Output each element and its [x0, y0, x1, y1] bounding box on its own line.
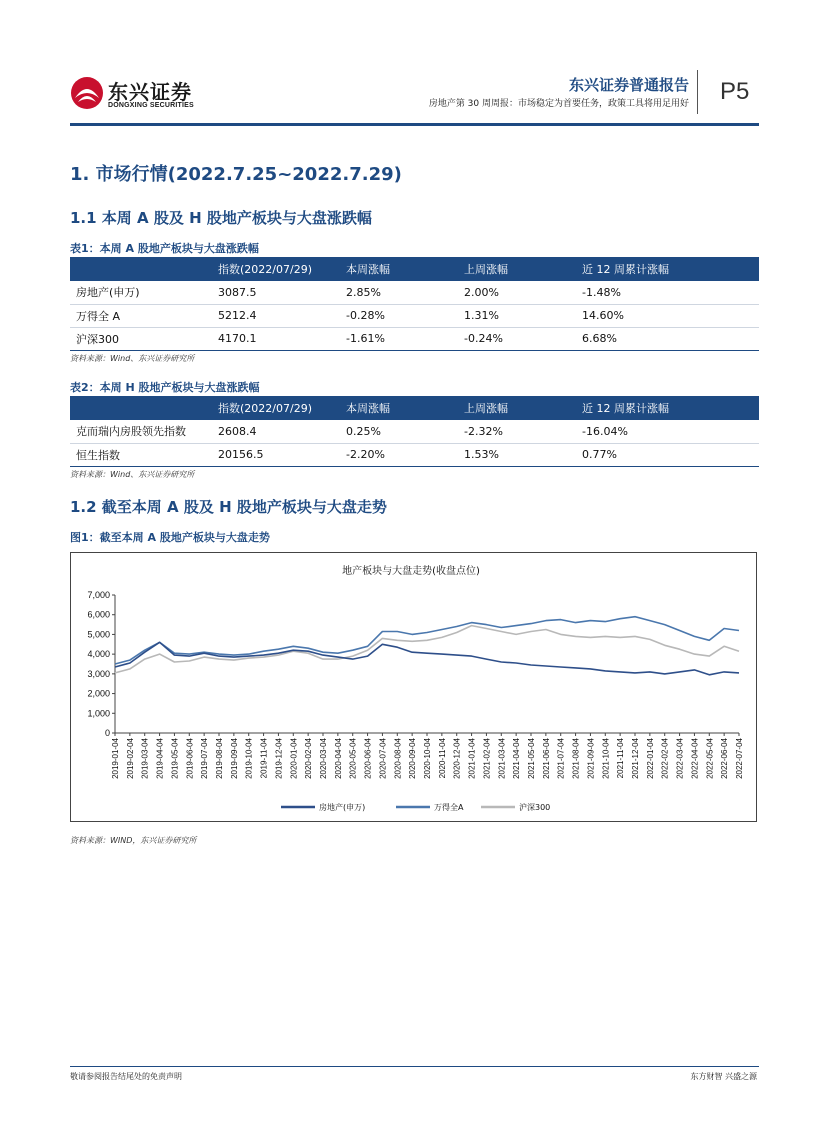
x-tick-label: 2022-03-04: [675, 738, 685, 779]
subsection-title-1-1: 1.1 本周 A 股及 H 股地产板块与大盘涨跌幅: [70, 209, 372, 227]
table-cell: 沪深300: [70, 327, 212, 350]
header-rule: [70, 123, 759, 126]
y-axis: [87, 590, 115, 738]
x-tick-label: 2020-04-04: [333, 738, 343, 779]
chart-legend: [281, 802, 550, 812]
y-tick-label: 1,000: [87, 708, 110, 719]
x-tick-label: 2022-06-04: [720, 738, 730, 779]
x-tick-label: 2020-12-04: [452, 738, 462, 779]
table-cell: 20156.5: [212, 443, 340, 466]
table-cell: 2.00%: [458, 281, 576, 304]
table-cell: -2.32%: [458, 420, 576, 443]
table-cell: 14.60%: [576, 304, 759, 327]
table1-header-cell: 指数(2022/07/29): [212, 257, 340, 281]
x-tick-label: 2019-07-04: [200, 738, 210, 779]
x-tick-label: 2022-07-04: [735, 738, 744, 779]
table2-header-cell: 上周涨幅: [458, 396, 576, 420]
y-tick-label: 4,000: [87, 649, 110, 660]
section-title: 1. 市场行情(2022.7.25~2022.7.29): [70, 164, 402, 185]
x-tick-label: 2021-05-04: [527, 738, 536, 779]
header-divider: [697, 70, 698, 114]
y-tick-label: 5,000: [87, 629, 110, 640]
table-cell: 4170.1: [212, 327, 340, 350]
table1-caption: 表1：本周 A 股地产板块与大盘涨跌幅: [70, 242, 259, 255]
table-row: [70, 281, 759, 304]
x-tick-label: 2021-04-04: [512, 738, 522, 779]
x-tick-label: 2021-09-04: [586, 738, 596, 779]
table1-header-cell: 上周涨幅: [458, 257, 576, 281]
table-cell: 房地产(申万): [70, 281, 212, 304]
table-cell: 0.25%: [340, 420, 458, 443]
x-axis: [111, 733, 744, 779]
y-tick-label: 6,000: [87, 609, 110, 620]
x-tick-label: 2020-10-04: [423, 738, 432, 779]
chart-title: 地产板块与大盘走势(收盘点位): [342, 566, 480, 577]
y-tick-label: 3,000: [87, 668, 110, 679]
x-tick-label: 2020-07-04: [378, 738, 388, 779]
table-cell: 2.85%: [340, 281, 458, 304]
x-tick-label: 2020-02-04: [304, 738, 314, 779]
table2: [70, 396, 759, 467]
x-tick-label: 2020-01-04: [289, 738, 299, 779]
table2-header-cell: 指数(2022/07/29): [212, 396, 340, 420]
figure1-caption: 图1：截至本周 A 股地产板块与大盘走势: [70, 531, 270, 544]
x-tick-label: 2022-04-04: [690, 738, 700, 779]
x-tick-label: 2021-07-04: [556, 738, 566, 779]
x-tick-label: 2019-12-04: [274, 738, 284, 779]
table-cell: -2.20%: [340, 443, 458, 466]
x-tick-label: 2019-02-04: [125, 738, 135, 779]
figure1-source: 资料来源：WIND，东兴证券研究所: [70, 836, 197, 845]
chart-frame: [70, 552, 757, 822]
table2-caption: 表2：本周 H 股地产板块与大盘涨跌幅: [70, 381, 260, 394]
x-tick-label: 2019-08-04: [215, 738, 224, 779]
legend-label: 沪深300: [519, 803, 551, 812]
table-cell: -1.61%: [340, 327, 458, 350]
y-tick-label: 0: [104, 728, 110, 738]
table-cell: 万得全 A: [70, 304, 212, 327]
footer-rule: [70, 1066, 759, 1067]
x-tick-label: 2022-01-04: [645, 738, 655, 779]
x-tick-label: 2021-01-04: [467, 738, 477, 779]
table-cell: -16.04%: [576, 420, 759, 443]
x-tick-label: 2021-11-04: [616, 738, 626, 779]
table-cell: 恒生指数: [70, 443, 212, 466]
y-tick-label: 2,000: [87, 688, 110, 699]
table-cell: -1.48%: [576, 281, 759, 304]
company-logo: [70, 74, 210, 116]
x-tick-label: 2020-03-04: [319, 738, 328, 779]
table-cell: 6.68%: [576, 327, 759, 350]
x-tick-label: 2020-11-04: [437, 738, 447, 779]
x-tick-label: 2019-10-04: [244, 738, 254, 779]
x-tick-label: 2019-09-04: [229, 738, 239, 779]
footer-disclaimer: 敬请参阅报告结尾处的免责声明: [70, 1072, 182, 1081]
x-tick-label: 2022-05-04: [705, 738, 715, 779]
x-tick-label: 2020-08-04: [393, 738, 403, 779]
table-cell: -0.24%: [458, 327, 576, 350]
table1-header-cell: [70, 257, 212, 281]
x-tick-label: 2021-08-04: [571, 738, 581, 779]
table2-source: 资料来源：Wind、东兴证券研究所: [70, 470, 195, 479]
y-tick-label: 7,000: [87, 590, 110, 600]
table-cell: 1.31%: [458, 304, 576, 327]
x-tick-label: 2021-12-04: [631, 738, 640, 779]
logo-text-cn: 东兴证券: [108, 80, 192, 104]
table-row: [70, 327, 759, 350]
line-chart: [71, 553, 758, 823]
table-cell: 2608.4: [212, 420, 340, 443]
x-tick-label: 2019-05-04: [170, 738, 180, 779]
subsection-title-1-2: 1.2 截至本周 A 股及 H 股地产板块与大盘走势: [70, 498, 387, 516]
table1-source: 资料来源：Wind、东兴证券研究所: [70, 354, 195, 363]
x-tick-label: 2021-03-04: [497, 738, 507, 779]
x-tick-label: 2021-06-04: [541, 738, 551, 779]
x-tick-label: 2021-02-04: [482, 738, 492, 779]
table-cell: -0.28%: [340, 304, 458, 327]
table1-header-cell: 本周涨幅: [340, 257, 458, 281]
footer-slogan: 东方财智 兴盛之源: [690, 1072, 757, 1081]
table2-header-cell: 近 12 周累计涨幅: [576, 396, 759, 420]
page-number: P5: [720, 78, 750, 105]
table2-header-cell: 本周涨幅: [340, 396, 458, 420]
x-tick-label: 2020-09-04: [408, 738, 418, 779]
report-subtitle: 房地产第 30 周周报：市场稳定为首要任务，政策工具将用足用好: [428, 99, 689, 109]
x-tick-label: 2019-06-04: [185, 738, 195, 779]
legend-label: 房地产(申万): [319, 803, 366, 812]
dongxing-logo-icon: [70, 76, 104, 110]
x-tick-label: 2019-01-04: [111, 738, 120, 779]
x-tick-label: 2021-10-04: [601, 738, 611, 779]
table-cell: 1.53%: [458, 443, 576, 466]
series-lines: [115, 617, 739, 675]
table-cell: 5212.4: [212, 304, 340, 327]
series-line: [115, 642, 739, 675]
x-tick-label: 2022-02-04: [660, 738, 670, 779]
table-row: [70, 304, 759, 327]
table1-header-cell: 近 12 周累计涨幅: [576, 257, 759, 281]
table-row: [70, 420, 759, 443]
table-row: [70, 443, 759, 466]
table-cell: 3087.5: [212, 281, 340, 304]
legend-label: 万得全A: [434, 803, 464, 812]
table2-header-cell: [70, 396, 212, 420]
table-cell: 0.77%: [576, 443, 759, 466]
table1: [70, 257, 759, 351]
report-type: 东兴证券普通报告: [568, 76, 689, 94]
table-cell: 克而瑞内房股领先指数: [70, 420, 212, 443]
x-tick-label: 2019-11-04: [259, 738, 269, 779]
table1-header-row: [70, 257, 759, 281]
x-tick-label: 2019-03-04: [140, 738, 150, 779]
logo-text-en: DONGXING SECURITIES: [108, 102, 194, 109]
x-tick-label: 2020-06-04: [363, 738, 373, 779]
x-tick-label: 2020-05-04: [348, 738, 358, 779]
table2-header-row: [70, 396, 759, 420]
x-tick-label: 2019-04-04: [155, 738, 165, 779]
